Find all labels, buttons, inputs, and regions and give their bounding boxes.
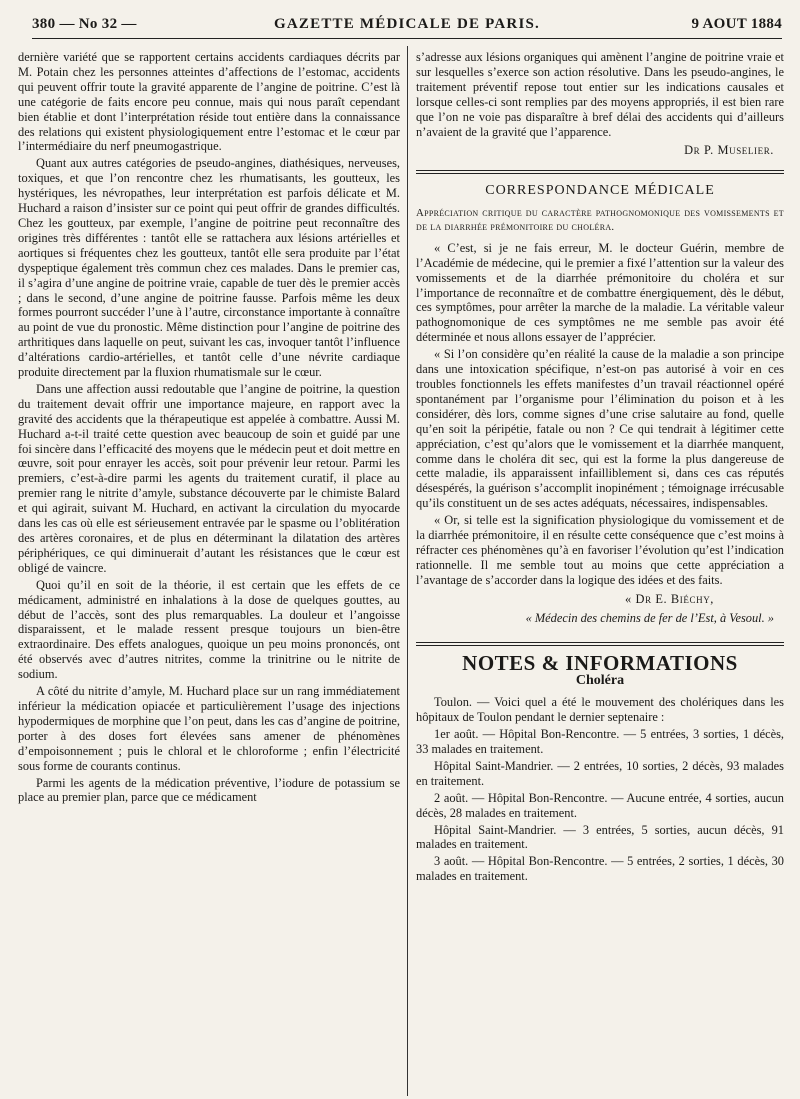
journal-title: GAZETTE MÉDICALE DE PARIS.: [274, 16, 540, 32]
section-rule: [416, 642, 784, 646]
column-divider: [407, 46, 408, 1096]
right-column: [416, 50, 784, 884]
notes-paragraph: 3 août. — Hôpital Bon-Rencontre. — 5 entrées, 2 sorties, 1 décès, 30 malades en traitement.: [416, 854, 784, 884]
notes-paragraph: Hôpital Saint-Mandrier. — 3 entrées, 5 sorties, aucun décès, 91 malades en traitement.: [416, 822, 784, 852]
article-paragraph: Dans une affection aussi redoutable que l’angine de poitrine, la question du traitement devait offrir une importance majeure, en rapport avec la gravité des accidents que la thérapeutique est appelée à combattre. Aussi M. Huchard a-t-il traité cette question avec beaucoup de soin et guidé par une foi sincère dans l’efficacité des moyens que le médecin peut et doit mettre en œuvre, soit pour enrayer les accès, soit pour prévenir leur retour. Parmi les premiers, c’est-à-dire parmi les agents du traitement curatif, il place au premier rang le nitrite d’amyle, substance découverte par le chimiste Balard et qui agirait, suivant M. Huchard, en activant la circulation du myocarde dans les cas où elle est sérieusement entravée par le spasme ou l’oblitération des artères coronaires, et de plus en déterminant la dilatation des artères périphériques, ce qui diminuerait d’autant les résistances que le cœur est obligé de vaincre.: [18, 381, 401, 575]
notes-paragraph: 2 août. — Hôpital Bon-Rencontre. — Aucune entrée, 4 sorties, aucun décès, 28 malades en traitement.: [416, 790, 784, 820]
section-rule: [416, 170, 784, 174]
left-column: [18, 50, 400, 805]
letter-signature-role: « Médecin des chemins de fer de l’Est, à Vesoul. »: [525, 610, 774, 625]
letter-signature: « Dr E. Biéchy,: [625, 591, 714, 606]
notes-paragraph: Toulon. — Voici quel a été le mouvement des cholériques dans les hôpitaux de Toulon pendant le dernier septenaire :: [416, 695, 784, 725]
letter-paragraph: « C’est, si je ne fais erreur, M. le docteur Guérin, membre de l’Académie de médecine, qui le premier a fixé l’attention sur la valeur des vomissements et de la diarrhée prémonitoire du choléra et sur l’importance de reconnaître et de combattre énergiquement, dès le début, ces symptômes, pour arrêter la marche de la maladie. La véritable valeur pathognomonique de ces symptômes ne me semble pas avoir été déterminée et nous allons essayer de l’apprécier.: [416, 240, 784, 345]
letter-paragraph: « Si l’on considère qu’en réalité la cause de la maladie a son principe dans une intoxication spécifique, n’est-on pas autorisé à voir en ces troubles fonctionnels les effets manifestes d’un travail réactionnel opéré spontanément par l’organisme pour l’élimination du poison et à les considérer, dès lors, comme signes d’une crise salutaire au fond, quelle qu’en soit la péripétie, fatale ou non ? Ce qui tendrait à légitimer cette appréciation, c’est qu’alors que le vomissement et la diarrhée manquent, comme dans le choléra dit sec, qui est la forme la plus dangereuse de cette maladie, ils apparaissent infailliblement si, dans ces cas réputés désespérés, la guérison s’accomplit inopinément ; témoignage irrécusable qu’ils constituent un de ses actes adéquats, nécessaires, indispensables.: [416, 347, 784, 511]
notes-paragraph: Hôpital Saint-Mandrier. — 2 entrées, 10 sorties, 2 décès, 93 malades en traitement.: [416, 758, 784, 788]
issue-date: 9 AOUT 1884: [691, 16, 782, 32]
notes-title: NOTES & INFORMATIONS: [462, 650, 738, 675]
author-signature: Dr P. Muselier.: [684, 143, 774, 158]
notes-paragraph: 1er août. — Hôpital Bon-Rencontre. — 5 entrées, 3 sorties, 1 décès, 33 malades en traitement.: [416, 727, 784, 757]
article-paragraph: A côté du nitrite d’amyle, M. Huchard place sur un rang immédiatement inférieur la médication opiacée et particulièrement l’usage des injections hypodermiques de morphine que l’on peut, dans les cas d’angine de poitrine, porter à des doses fort élevées sans amener de phénomènes d’empoisonnement ; puis le chloral et le chloroforme ; enfin l’électricité sous forme de courants continus.: [18, 684, 400, 773]
article-paragraph: s’adresse aux lésions organiques qui amènent l’angine de poitrine vraie et sur lesquelles s’exerce son action résolutive. Dans les pseudo-angines, le traitement préventif repose tout entier sur les indications causales et lorsque celles-ci sont remplies par des moyens appropriés, il est bien rare que l’on ne voie pas disparaître à bref délai des accidents qui d’ailleurs n’avaient de la gravité que l’apparence.: [416, 50, 784, 139]
page-number: 380 — No 32 —: [32, 16, 137, 32]
notes-subtitle: Choléra: [575, 673, 625, 689]
article-paragraph: dernière variété que se rapportent certains accidents cardiaques décrits par M. Potain chez les personnes atteintes d’affections de l’estomac, accidents qui peuvent offrir toute la gravité apparente de l’angine de poitrine. C’est là une catégorie de faits encore peu connue, mais qui nous paraît cependant bien établie et dont l’interprétation réside tout entière dans la connaissance des relations qui existent physiologiquement entre l’estomac et le cœur par l’intermédiaire du nerf pneumogastrique.: [18, 50, 400, 154]
article-paragraph: Quant aux autres catégories de pseudo-angines, diathésiques, nerveuses, toxiques, et que l’on rencontre chez les rhumatisants, les goutteux, les hystériques, les névropathes, leur interprétation est parfois délicate et M. Huchard a raison d’insister sur ce point qui peut offrir de grandes difficultés. Chez les goutteux, par exemple, l’angine de poitrine peut reconnaître des origines très différentes : tantôt elle se rattachera aux lésions artérielles et aortiques si fréquentes chez les goutteux, tantôt elle sera produite par l’état dyspeptique également très commun chez ces malades. Dans le premier cas, il s’agira d’une angine de poitrine vraie, capable de tuer dès le premier accès ; dans le second, d’une angine de poitrine fausse. Parfois même les deux formes pourront succéder l’une à l’autre, circonstance importante à connaître au point de vue du pronostic. Même distinction pour l’angine de poitrine des arthritiques dans laquelle on peut, suivant les cas, invoquer tantôt l’influence d’altérations cardio-artérielles, et tantôt celle d’une névrite cardiaque produite directement par la fluxion rhumatismale sur le cœur.: [18, 156, 400, 380]
page-header: [32, 12, 782, 39]
article-paragraph: Parmi les agents de la médication préventive, l’iodure de potassium se place au premier plan, parce que ce médicament: [18, 775, 400, 805]
correspondance-subtitle: Appréciation critique du caractère pathognomonique des vomissements et de la diarrhée prémonitoire du choléra.: [416, 207, 784, 234]
correspondance-title: CORRESPONDANCE MÉDICALE: [485, 183, 715, 199]
article-paragraph: Quoi qu’il en soit de la théorie, il est certain que les effets de ce médicament, administré en inhalations à la dose de quelques gouttes, au début de l’accès, sont des plus remarquables. La douleur et l’angoisse disparaissent, et le malade ressent presque toujours un bien-être extraordinaire. Des effets analogues, quoique un peu moins prononcés, ont été observés avec d’autres nitrites, comme la trinitrine ou le nitrite de sodium.: [18, 577, 400, 682]
letter-paragraph: « Or, si telle est la signification physiologique du vomissement et de la diarrhée prémonitoire, il en résulte cette conséquence que c’est moins à réfracter ces phénomènes qu’à en favoriser l’évolution qu’est l’indication rationnelle. Il me semble tout au moins que cette appréciation a l’avantage de s’accorder dans la logique des idées et des faits.: [416, 513, 784, 587]
